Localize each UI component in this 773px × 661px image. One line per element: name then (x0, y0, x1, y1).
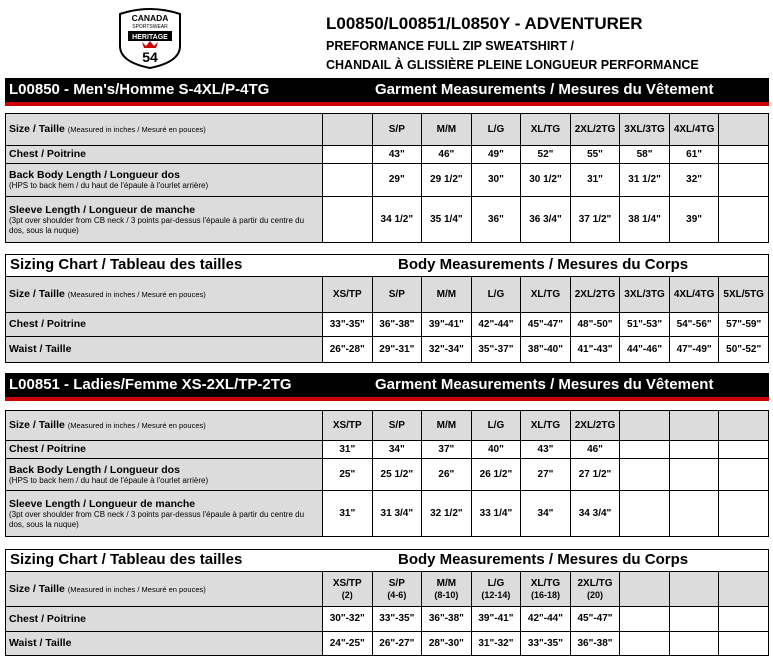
value-cell: 39"-41" (471, 607, 521, 632)
value-cell: 36 3/4" (521, 197, 571, 243)
size-cell: 4XL/4TG (669, 277, 719, 313)
page-subtitle-2: CHANDAIL À GLISSIÈRE PLEINE LONGUEUR PERFORMANCE (326, 58, 699, 72)
size-cell: XS/TP (2) (323, 572, 373, 607)
value-cell: 33"-35" (521, 632, 571, 656)
ladies-body-bar-right: Body Measurements / Mesures du Corps (398, 551, 689, 568)
size-cell: XL/TG (521, 411, 571, 441)
value-cell: 61" (669, 146, 719, 164)
size-cell: 2XL/2TG (570, 277, 620, 313)
value-cell: 54"-56" (669, 313, 719, 337)
size-note: (Measured in inches / Mesuré en pouces) (67, 584, 206, 594)
value-cell: 43" (521, 441, 571, 459)
size-cell: M/M (422, 277, 472, 313)
value-cell: 33 1/4" (471, 491, 521, 537)
mens-red-divider (5, 102, 769, 106)
value-cell: 42"-44" (471, 313, 521, 337)
mens-garment-bar-left: L00850 - Men's/Homme S-4XL/P-4TG (9, 81, 270, 98)
value-cell: 44"-46" (620, 337, 670, 363)
page-subtitle-1: PREFORMANCE FULL ZIP SWEATSHIRT / (326, 39, 574, 53)
blank-cell (323, 114, 373, 146)
chest-label: Chest / Poitrine (6, 607, 323, 632)
value-cell: 36" (471, 197, 521, 243)
value-cell: 34" (372, 441, 422, 459)
value-cell: 27" (521, 459, 571, 491)
table-row (6, 277, 769, 313)
logo-line4: 54 (142, 49, 158, 65)
value-cell: 29 1/2" (422, 164, 472, 197)
size-cell: 2XL/2TG (570, 411, 620, 441)
blank-cell (719, 114, 769, 146)
ladies-garment-bar-left: L00851 - Ladies/Femme XS-2XL/TP-2TG (9, 376, 292, 393)
back-length-label: Back Body Length / Longueur dos (9, 169, 180, 182)
value-cell: 46" (422, 146, 472, 164)
mens-body-table (5, 276, 769, 363)
value-cell: 57"-59" (719, 313, 769, 337)
sleeve-length-label: Sleeve Length / Longueur de manche (9, 497, 196, 510)
chest-label: Chest / Poitrine (6, 313, 323, 337)
size-cell: L/G (12-14) (471, 572, 521, 607)
mens-body-bar (5, 254, 769, 276)
ladies-red-divider (5, 397, 769, 401)
value-cell: 26 1/2" (471, 459, 521, 491)
chest-label: Chest / Poitrine (6, 441, 323, 459)
size-label: Size / Taille (9, 288, 65, 301)
value-cell: 39" (669, 197, 719, 243)
value-cell: 38 1/4" (620, 197, 670, 243)
size-cell: L/G (471, 114, 521, 146)
value-cell: 31" (323, 441, 373, 459)
value-cell: 29"-31" (372, 337, 422, 363)
back-length-desc: (HPS to back hem / du haut de l'épaule à l'ourlet arrière) (9, 181, 209, 191)
size-cell: M/M (422, 114, 472, 146)
value-cell: 36"-38" (422, 607, 472, 632)
mens-garment-table (5, 113, 769, 243)
ladies-garment-bar (5, 373, 769, 397)
table-row (6, 146, 769, 164)
size-label: Size / Taille (9, 582, 65, 595)
size-cell: 2XL/TG (20) (570, 572, 620, 607)
value-cell: 26"-27" (372, 632, 422, 656)
value-cell: 29" (372, 164, 422, 197)
waist-label: Waist / Taille (6, 337, 323, 363)
table-row (6, 114, 769, 146)
value-cell: 37 1/2" (570, 197, 620, 243)
mens-body-bar-right: Body Measurements / Mesures du Corps (398, 256, 689, 273)
value-cell: 30"-32" (323, 607, 373, 632)
size-cell: 2XL/2TG (570, 114, 620, 146)
value-cell: 31" (570, 164, 620, 197)
table-row (6, 411, 769, 441)
table-row (6, 337, 769, 363)
ladies-body-bar-left: Sizing Chart / Tableau des tailles (10, 551, 243, 568)
logo-line3: HERITAGE (132, 34, 168, 41)
table-row (6, 491, 769, 537)
sleeve-length-label: Sleeve Length / Longueur de manche (9, 203, 196, 216)
value-cell: 31"-32" (471, 632, 521, 656)
table-row (6, 572, 769, 607)
value-cell: 33"-35" (323, 313, 373, 337)
value-cell: 47"-49" (669, 337, 719, 363)
logo-line2: SPORTSWEAR (132, 24, 168, 30)
size-note: (Measured in inches / Mesuré en pouces) (67, 290, 206, 300)
value-cell: 36"-38" (372, 313, 422, 337)
ladies-garment-bar-right: Garment Measurements / Mesures du Vêtement (375, 376, 714, 393)
mens-garment-bar-right: Garment Measurements / Mesures du Vêtement (375, 81, 714, 98)
back-length-desc: (HPS to back hem / du haut de l'épaule à l'ourlet arrière) (9, 475, 209, 485)
page-title: L00850/L00851/L0850Y - ADVENTURER (326, 14, 643, 33)
ladies-body-bar (5, 549, 769, 571)
size-cell: 4XL/4TG (669, 114, 719, 146)
value-cell: 55" (570, 146, 620, 164)
value-cell: 31" (323, 491, 373, 537)
size-cell: XL/TG (16-18) (521, 572, 571, 607)
table-row (6, 632, 769, 656)
table-row (6, 313, 769, 337)
table-row (6, 607, 769, 632)
size-cell: S/P (4-6) (372, 572, 422, 607)
logo-line1: CANADA (131, 13, 169, 23)
value-cell: 27 1/2" (570, 459, 620, 491)
sleeve-length-desc: (3pt over shoulder from CB neck / 3 points par-dessus l'épaule à partir du centre du dos, sous la nuque) (9, 215, 305, 235)
back-length-label: Back Body Length / Longueur dos (9, 463, 180, 476)
size-cell: 3XL/3TG (620, 114, 670, 146)
value-cell: 25 1/2" (372, 459, 422, 491)
value-cell: 40" (471, 441, 521, 459)
size-cell: M/M (422, 411, 472, 441)
value-cell: 41"-43" (570, 337, 620, 363)
size-cell: S/P (372, 114, 422, 146)
value-cell: 39"-41" (422, 313, 472, 337)
size-label: Size / Taille (9, 123, 65, 136)
value-cell: 31 3/4" (372, 491, 422, 537)
value-cell: 34" (521, 491, 571, 537)
value-cell: 32" (669, 164, 719, 197)
ladies-garment-table (5, 410, 769, 537)
value-cell: 58" (620, 146, 670, 164)
value-cell: 45"-47" (521, 313, 571, 337)
size-cell: L/G (471, 277, 521, 313)
mens-body-bar-left: Sizing Chart / Tableau des tailles (10, 256, 243, 273)
value-cell: 52" (521, 146, 571, 164)
value-cell: 42"-44" (521, 607, 571, 632)
size-label: Size / Taille (9, 419, 65, 432)
value-cell: 35"-37" (471, 337, 521, 363)
value-cell: 46" (570, 441, 620, 459)
value-cell: 25" (323, 459, 373, 491)
size-cell: XL/TG (521, 277, 571, 313)
size-cell: L/G (471, 411, 521, 441)
size-cell: XS/TP (323, 411, 373, 441)
value-cell: 50"-52" (719, 337, 769, 363)
value-cell: 37" (422, 441, 472, 459)
table-row (6, 164, 769, 197)
canada-sportswear-logo (112, 6, 188, 70)
size-cell: S/P (372, 411, 422, 441)
table-row (6, 197, 769, 243)
table-row (6, 459, 769, 491)
value-cell: 30 1/2" (521, 164, 571, 197)
size-cell: S/P (372, 277, 422, 313)
table-row (6, 441, 769, 459)
value-cell: 49" (471, 146, 521, 164)
sleeve-length-desc: (3pt over shoulder from CB neck / 3 points par-dessus l'épaule à partir du centre du dos, sous la nuque) (9, 509, 305, 529)
size-note: (Measured in inches / Mesuré en pouces) (67, 421, 206, 431)
size-cell: 5XL/5TG (719, 277, 769, 313)
waist-label: Waist / Taille (6, 632, 323, 656)
value-cell: 51"-53" (620, 313, 670, 337)
value-cell: 28"-30" (422, 632, 472, 656)
value-cell: 34 3/4" (570, 491, 620, 537)
size-cell: 3XL/3TG (620, 277, 670, 313)
value-cell: 32"-34" (422, 337, 472, 363)
chest-label: Chest / Poitrine (6, 146, 323, 164)
size-cell: XS/TP (323, 277, 373, 313)
value-cell: 31 1/2" (620, 164, 670, 197)
value-cell: 36"-38" (570, 632, 620, 656)
size-cell: XL/TG (521, 114, 571, 146)
value-cell: 30" (471, 164, 521, 197)
value-cell: 24"-25" (323, 632, 373, 656)
value-cell: 34 1/2" (372, 197, 422, 243)
size-cell: M/M (8-10) (422, 572, 472, 607)
value-cell: 45"-47" (570, 607, 620, 632)
value-cell: 26"-28" (323, 337, 373, 363)
mens-garment-bar (5, 78, 769, 102)
ladies-body-table (5, 571, 769, 656)
value-cell: 38"-40" (521, 337, 571, 363)
value-cell: 48"-50" (570, 313, 620, 337)
value-cell: 32 1/2" (422, 491, 472, 537)
value-cell: 26" (422, 459, 472, 491)
value-cell: 43" (372, 146, 422, 164)
size-note: (Measured in inches / Mesuré en pouces) (67, 125, 206, 135)
value-cell: 35 1/4" (422, 197, 472, 243)
value-cell: 33"-35" (372, 607, 422, 632)
